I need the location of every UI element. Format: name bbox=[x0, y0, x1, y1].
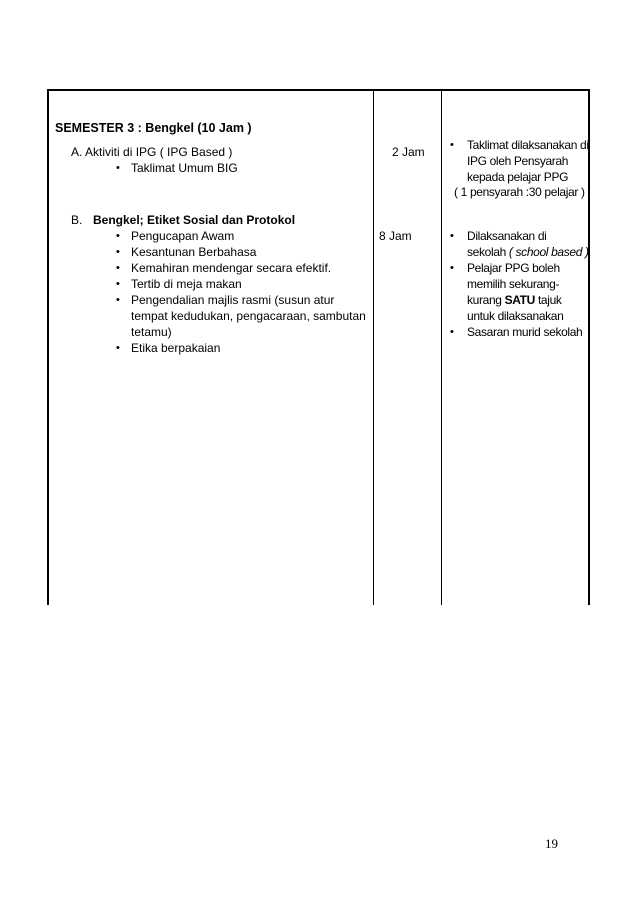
table-top-border bbox=[47, 89, 590, 91]
section-b-item-continuation: tempat kedudukan, pengacaraan, sambutan bbox=[131, 309, 366, 323]
section-b-note-bold: SATU bbox=[504, 293, 535, 307]
section-a-item: Taklimat Umum BIG bbox=[131, 161, 238, 175]
section-b-note-text: tajuk bbox=[534, 293, 562, 307]
section-b-note-line: Dilaksanakan di bbox=[467, 229, 547, 243]
section-b-label: B. bbox=[71, 213, 83, 227]
section-a-duration: 2 Jam bbox=[392, 145, 425, 159]
section-a-note-line: Taklimat dilaksanakan di bbox=[467, 138, 589, 152]
section-b-item: Kemahiran mendengar secara efektif. bbox=[131, 261, 332, 275]
bullet-icon: • bbox=[116, 246, 120, 258]
page-number: 19 bbox=[545, 836, 558, 851]
section-b-note-text: sekolah bbox=[467, 245, 509, 259]
section-a-note-line: kepada pelajar PPG bbox=[467, 170, 569, 184]
column-divider-1 bbox=[373, 89, 374, 605]
bullet-icon: • bbox=[116, 294, 120, 306]
section-b-title: Bengkel; Etiket Sosial dan Protokol bbox=[93, 213, 296, 227]
section-b-note-line: Pelajar PPG boleh bbox=[467, 261, 560, 275]
bullet-icon: • bbox=[450, 139, 454, 151]
bullet-icon: • bbox=[116, 278, 120, 290]
section-b-note-line bbox=[467, 245, 589, 260]
table-left-border bbox=[47, 89, 49, 605]
section-b-duration: 8 Jam bbox=[379, 229, 412, 243]
table-right-border bbox=[588, 89, 590, 605]
section-b-item: Etika berpakaian bbox=[131, 341, 221, 355]
semester-title: SEMESTER 3 : Bengkel (10 Jam ) bbox=[55, 121, 252, 135]
section-b-note-line bbox=[467, 293, 562, 308]
section-a-heading: A. Aktiviti di IPG ( IPG Based ) bbox=[71, 145, 233, 159]
section-a-note-line: IPG oleh Pensyarah bbox=[467, 154, 569, 168]
section-b-note-line: untuk dilaksanakan bbox=[467, 309, 564, 323]
bullet-icon: • bbox=[116, 230, 120, 242]
bullet-icon: • bbox=[116, 342, 120, 354]
column-divider-2 bbox=[441, 89, 442, 605]
section-b-note-line: Sasaran murid sekolah bbox=[467, 325, 583, 339]
section-b-item-continuation: tetamu) bbox=[131, 325, 172, 339]
section-b-item: Pengucapan Awam bbox=[131, 229, 235, 243]
section-b-item: Pengendalian majlis rasmi (susun atur bbox=[131, 293, 335, 307]
section-b-item: Tertib di meja makan bbox=[131, 277, 242, 291]
bullet-icon: • bbox=[450, 230, 454, 242]
bullet-icon: • bbox=[450, 262, 454, 274]
section-b-note-line: memilih sekurang- bbox=[467, 277, 560, 291]
section-a-ratio: ( 1 pensyarah :30 pelajar ) bbox=[454, 185, 585, 199]
bullet-icon: • bbox=[116, 162, 120, 174]
section-b-item: Kesantunan Berbahasa bbox=[131, 245, 257, 259]
bullet-icon: • bbox=[116, 262, 120, 274]
bullet-icon: • bbox=[450, 326, 454, 338]
section-b-note-text: kurang bbox=[467, 293, 505, 307]
section-b-note-italic: ( school based ) bbox=[508, 245, 589, 259]
